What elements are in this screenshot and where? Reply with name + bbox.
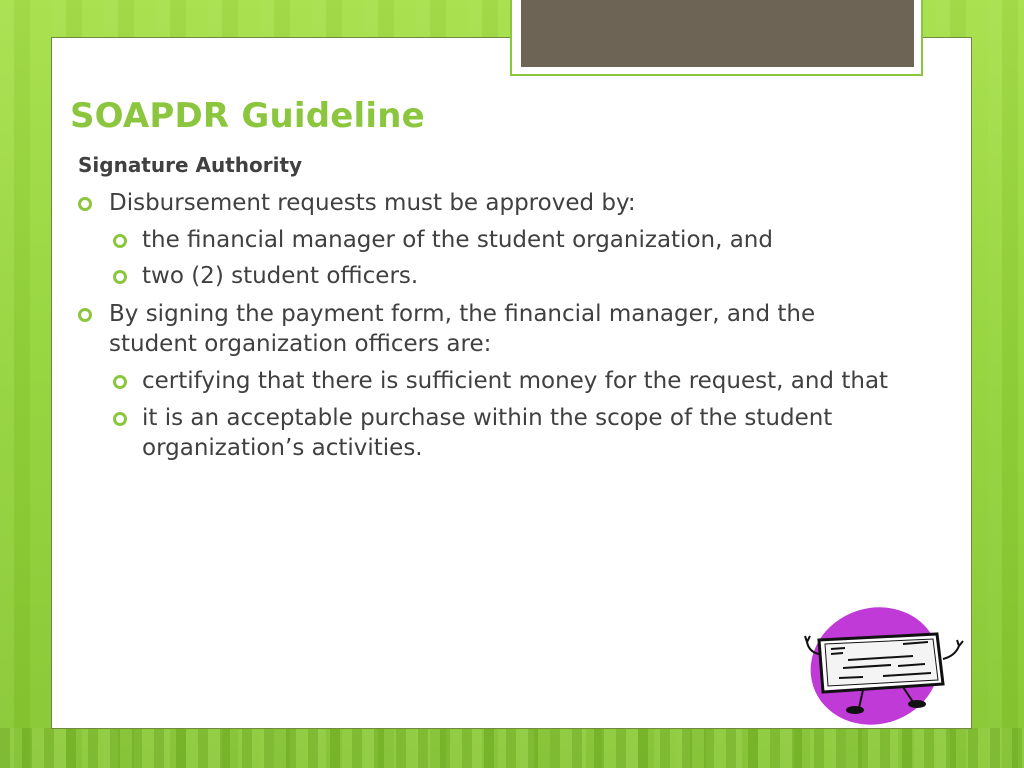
- bullet-icon: [78, 197, 92, 211]
- sub-bullet-icon: [113, 412, 127, 426]
- slide-title: SOAPDR Guideline: [70, 96, 425, 136]
- sub-bullet-text: the financial manager of the student organization, and: [142, 227, 773, 253]
- bullet-text-line2: student organization officers are:: [109, 331, 492, 357]
- sub-bullet-icon: [113, 234, 127, 248]
- background-stripes: [0, 728, 1024, 768]
- title-tab-bar: [521, 0, 914, 67]
- sub-bullet-icon: [113, 375, 127, 389]
- subheading: Signature Authority: [78, 153, 303, 177]
- sub-bullet-text: two (2) student officers.: [142, 263, 419, 289]
- bullet-text: Disbursement requests must be approved by:: [109, 190, 636, 216]
- cheque-character-icon: [803, 604, 965, 728]
- bullet-text-line1: By signing the payment form, the financial manager, and the: [109, 301, 816, 327]
- sub-bullet-text-line1: it is an acceptable purchase within the scope of the student: [142, 405, 833, 431]
- sub-bullet-icon: [113, 270, 127, 284]
- sub-bullet-text-line2: organization’s activities.: [142, 435, 423, 461]
- sub-bullet-text: certifying that there is sufficient money for the request, and that: [142, 368, 889, 394]
- bullet-icon: [78, 308, 92, 322]
